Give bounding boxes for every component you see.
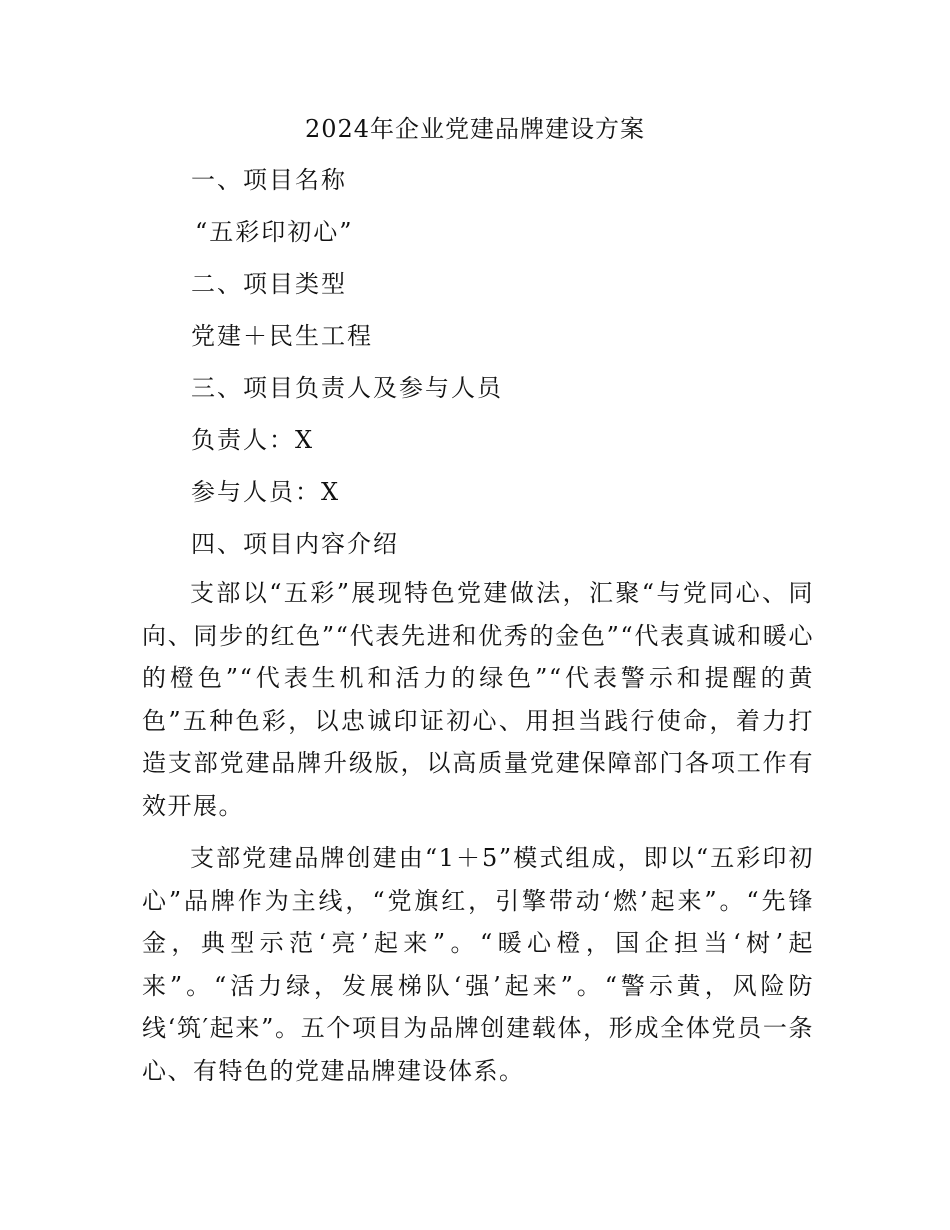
section-heading-content: 四、项目内容介绍 (191, 530, 399, 558)
project-name-value: “五彩印初心” (195, 218, 354, 246)
document-title: 2024年企业党建品牌建设方案 (304, 115, 646, 143)
project-type-value: 党建＋民生工程 (191, 322, 373, 350)
participants: 参与人员：X (191, 478, 341, 506)
section-heading-project-name: 一、项目名称 (191, 166, 347, 194)
content-paragraph-2: 支部党建品牌创建由“1＋5”模式组成，即以“五彩印初心”品牌作为主线，“党旗红，引擎带动‘燃’起来”。“先锋金，典型示范‘亮’起来”。“暖心橙，国企担当‘树’起来”。“活力绿，发展梯队‘强’起来”。“警示黄，风险防线‘筑′起来”。五个项目为品牌创建载体，形成全体党员一条心、有特色的党建品牌建设体系。 (142, 844, 814, 1085)
person-in-charge: 负责人：X (191, 426, 315, 454)
section-heading-project-type: 二、项目类型 (191, 270, 347, 298)
content-paragraph-1: 支部以“五彩”展现特色党建做法，汇聚“与党同心、同向、同步的红色”“代表先进和优秀的金色”“代表真诚和暖心的橙色”“代表生机和活力的绿色”“代表警示和提醒的黄色”五种色彩，以忠诚印证初心、用担当践行使命，着力打造支部党建品牌升级版，以高质量党建保障部门各项工作有效开展。 (142, 579, 814, 820)
section-heading-personnel: 三、项目负责人及参与人员 (191, 374, 503, 402)
